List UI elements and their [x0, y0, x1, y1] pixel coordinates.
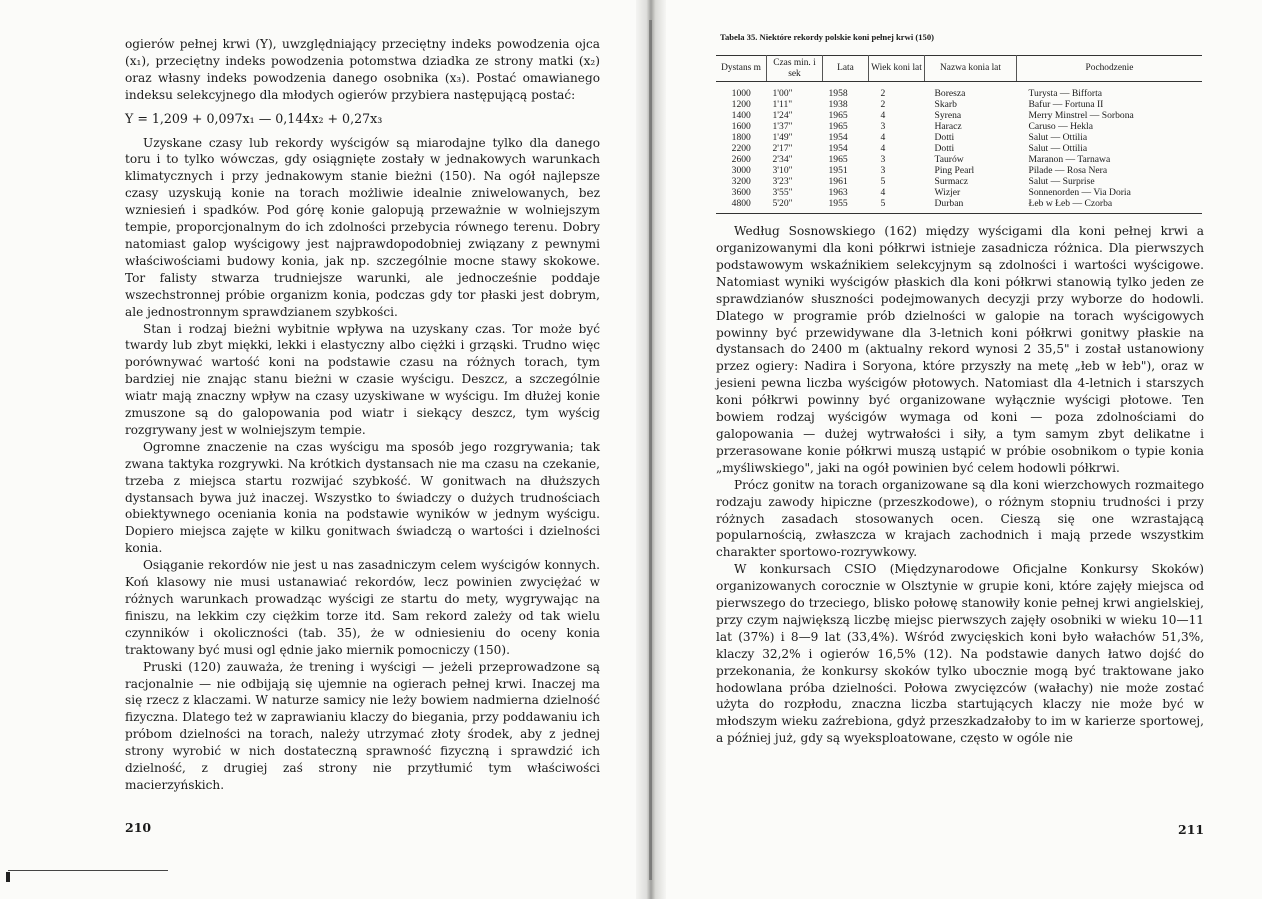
right-page-number: 211: [1178, 822, 1205, 837]
column-header-time: Czas min. i sek: [767, 55, 823, 81]
cell-distance: 3600: [731, 187, 751, 199]
cell-pedigree: Maranon — Tarnawa: [1028, 154, 1111, 166]
table-row: [716, 187, 1202, 198]
cell-age: 4: [880, 132, 886, 144]
cell-pedigree: Caruso — Hekla: [1028, 121, 1093, 133]
book-gutter-line: [649, 20, 652, 880]
cell-horse-name: Haracz: [934, 121, 962, 133]
cell-age: 3: [880, 165, 886, 177]
cell-distance: 2200: [731, 143, 751, 155]
cell-year: 1961: [828, 176, 848, 188]
cell-horse-name: Surmacz: [934, 176, 969, 188]
table-row: [716, 121, 1202, 132]
cell-year: 1955: [823, 198, 869, 214]
cell-horse-name: Syrena: [934, 110, 962, 122]
cell-year: 1951: [828, 165, 848, 177]
cell-year: 1965: [828, 121, 848, 133]
scan-edge-mark: [6, 872, 10, 882]
column-header-pedigree: Pochodzenie: [1017, 55, 1203, 81]
left-paragraph: Pruski (120) zauważa, że trening i wyścigi — jeżeli przeprowadzone są racjonalnie — nie odbijają się ujemnie na ogierach pełnej krwi. Inaczej ma się rzecz z klaczami. W naturze samicy nie leży bowiem nadmierna dzielność fizyczna. Dlatego też w zaprawianiu klaczy do biegania, przy poddawaniu ich próbom dzielności na torach, należy utrzymać złoty środek, aby z jednej strony wyrobić w nich dostateczną sprawność fizyczną i sprawdzić ich dzielność, z drugiej zaś strony nie przytłumić tym właściwości macierzyńskich.: [125, 659, 600, 792]
cell-horse-name: Skarb: [934, 99, 957, 111]
right-paragraph: W konkursach CSIO (Międzynarodowe Oficjalne Konkursy Skoków) organizowanych corocznie w Olsztynie w grupie koni, które zajęły miejsca od pierwszego do trzeciego, blisko połowę stanowiły konie pełnej krwi angielskiej, przy czym największą liczbę miejsc pierwszych zajęły osobniki w wieku 10—11 lat (37%) i 8—9 lat (33,4%). Wśród zwycięskich koni było wałachów 51,3%, klaczy 32,2% i ogierów 16,5% (12). Na podstawie danych łatwo dojść do przekonania, że konkursy skoków tylko ubocznie mogą być traktowane jako hodowlana próba dzielności. Połowa zwycięzców (wałachy) nie może zostać użyta do rozpłodu, znaczna liczba startujących klaczy nie może być w młodszym wieku zaźrebiona, gdyż przeszkadzałoby to im w karierze sportowej, a później już, gdy są wyeksploatowane, często w ogóle nie: [716, 562, 1204, 746]
column-header-horse-name: Nazwa konia lat: [925, 55, 1017, 81]
cell-time: 2'17": [772, 143, 793, 155]
cell-distance: 2600: [731, 154, 751, 166]
cell-pedigree: Salut — Ottilia: [1028, 143, 1088, 155]
left-paragraph: Uzyskane czasy lub rekordy wyścigów są miarodajne tylko dla danego toru i to tylko wówczas, gdy osiągnięte zostały w jednakowych warunkach klimatycznych i przy jednakowym stanie bieżni (150). Na ogół najlepsze czasy uzyskują konie na torach możliwie idealnie zniwelowanych, bez wzniesień i spadków. Pod górę konie galopują przeważnie w wolniejszym tempie, proporcjonalnym do ich zdolności przebycia równego terenu. Dobry natomiast galop wyścigowy jest najprawdopodobniej związany z pewnymi właściwościami budowy konia, jak np. szczególnie mocne stawy skokowe. Tor falisty stwarza trudniejsze warunki, ale jednocześnie poddaje wszechstronnej próbie organizm konia, podczas gdy tor płaski jest dobrym, ale jednostronnym sprawdzianem szybkości.: [125, 135, 600, 319]
cell-pedigree: Łeb w Łeb — Czorba: [1017, 198, 1203, 214]
cell-time: 3'23": [772, 176, 793, 188]
cell-horse-name: Dotti: [934, 143, 955, 155]
cell-horse-name: Boresza: [934, 88, 966, 100]
cell-time: 1'49": [772, 132, 793, 144]
cell-pedigree: Sonnenorden — Via Doria: [1028, 187, 1131, 199]
table-row: [716, 99, 1202, 110]
records-table-wrap: [716, 55, 1204, 214]
table-row: [716, 198, 1202, 214]
selection-index-formula: Y = 1,209 + 0,097x₁ — 0,144x₂ + 0,27x₃: [125, 110, 383, 126]
scan-edge-line: [8, 870, 168, 871]
cell-year: 1965: [828, 110, 848, 122]
column-header-distance: Dystans m: [716, 55, 767, 81]
cell-age: 2: [880, 88, 886, 100]
cell-year: 1965: [828, 154, 848, 166]
table-row: [716, 176, 1202, 187]
cell-distance: 3200: [731, 176, 751, 188]
table-body: [716, 82, 1202, 214]
cell-distance: 4800: [716, 198, 767, 214]
cell-age: 5: [869, 198, 925, 214]
cell-horse-name: Ping Pearl: [934, 165, 975, 177]
cell-distance: 1400: [731, 110, 751, 122]
cell-pedigree: Salut — Surprise: [1028, 176, 1095, 188]
cell-year: 1938: [828, 99, 848, 111]
cell-age: 4: [880, 143, 886, 155]
right-paragraph: Prócz gonitw na torach organizowane są dla koni wierzchowych rozmaitego rodzaju zawody hipiczne (przeszkodowe), o różnym stopniu trudności i przy różnych zasadach stosowanych ocen. Cieszą się one wzrastającą popularnością, zwłaszcza w krajach zachodnich i mają przede wszystkim charakter sportowo-rozrywkowy.: [716, 477, 1204, 560]
left-paragraph: Ogromne znaczenie na czas wyścigu ma sposób jego rozgrywania; tak zwana taktyka rozgrywki. Na krótkich dystansach nie ma czasu na czekanie, trzeba z miejsca startu rozwijać szybkość. W gonitwach na dłuższych dystansach bywa już inaczej. Wszystko to świadczy o dużych trudnościach obiektywnego oceniania konia na podstawie wyników w jednym wyścigu. Dopiero miejsca zajęte w kilku gonitwach świadczą o wartości i dzielności konia.: [125, 439, 600, 556]
cell-distance: 1600: [731, 121, 751, 133]
table-row: [716, 154, 1202, 165]
cell-distance: 1000: [731, 88, 751, 100]
cell-age: 4: [880, 187, 886, 199]
right-paragraph: Według Sosnowskiego (162) między wyścigami dla koni pełnej krwi a organizowanymi dla koni półkrwi istnieje zasadnicza różnica. Dla pierwszych podstawowym wskaźnikiem selekcyjnym są zdolności i wartości wyścigowe. Natomiast wyniki wyścigów płaskich dla koni półkrwi stanowią tylko jeden ze sprawdzianów słuszności podejmowanych decyzji przy wyborze do hodowli. Dlatego w programie prób dzielności w galopie na torach wyścigowych powinny być przewidywane dla 3-letnich koni półkrwi gonitwy płaskie na dystansach do 2400 m (aktualny rekord wynosi 2 35,5" i został ustanowiony przez ogiery: Nadira i Soryona, które przyszły na metę „łeb w łeb"), oraz w jesieni pewna liczba wyścigów płotowych. Natomiast dla 4-letnich i starszych koni półkrwi powinny być organizowane wyłącznie wyścigi płotowe. Ten bowiem rodzaj wyścigów wymaga od koni — poza zdolnościami do galopowania — dużej wytrwałości i siły, a tym samym zbyt delikatne i przerasowane konie półkrwi muszą ustąpić w próbie osobnikom o typie konia „myśliwskiego", jaki na ogół powinien być celem hodowli półkrwi.: [716, 224, 1204, 475]
left-paragraph: Stan i rodzaj bieżni wybitnie wpływa na uzyskany czas. Tor może być twardy lub zbyt miękki, lekki i elastyczny albo ciężki i grząski. Trudno więc porównywać wartość koni na podstawie czasu na różnych torach, tym bardziej nie znając stanu bieżni w czasie wyścigu. Deszcz, a szczególnie wiatr mają znaczny wpływ na czasy uzyskiwane w wyścigu. Im dłużej konie zmuszone są do galopowania pod wiatr i siekący deszcz, tym wyścig rozgrywany jest w wolniejszym tempie.: [125, 321, 600, 437]
cell-distance: 3000: [731, 165, 751, 177]
left-page: [125, 36, 600, 794]
cell-time: 1'24": [772, 110, 793, 122]
cell-pedigree: Bafur — Fortuna II: [1028, 99, 1104, 111]
cell-age: 3: [880, 154, 886, 166]
cell-pedigree: Pilade — Rosa Nera: [1028, 165, 1108, 177]
cell-time: 1'11": [772, 99, 793, 111]
cell-year: 1954: [828, 132, 848, 144]
column-header-age: Wiek koni lat: [869, 55, 925, 81]
right-page: [716, 29, 1204, 747]
table-row: [716, 110, 1202, 121]
cell-time: 2'34": [772, 154, 793, 166]
cell-age: 4: [880, 110, 886, 122]
cell-distance: 1800: [731, 132, 751, 144]
cell-distance: 1200: [731, 99, 751, 111]
cell-time: 1'00": [772, 88, 793, 100]
cell-time: 3'55": [772, 187, 793, 199]
cell-horse-name: Taurów: [934, 154, 964, 166]
cell-pedigree: Turysta — Bifforta: [1028, 88, 1103, 100]
cell-age: 2: [880, 99, 886, 111]
cell-horse-name: Durban: [925, 198, 1017, 214]
table-row: [716, 132, 1202, 143]
left-paragraph: Osiąganie rekordów nie jest u nas zasadniczym celem wyścigów konnych. Koń klasowy nie musi ustanawiać rekordów, lecz powinien zwyciężać w różnych warunkach prowadząc wyścigi ze startu do mety, wygrywając na finiszu, na lekkim czy ciężkim torze itd. Sam rekord zależy od tak wielu czynników i okoliczności (tab. 35), że w odniesieniu do oceny konia traktowany być musi ogl ędnie jako miernik pomocniczy (150).: [125, 558, 600, 657]
left-page-number: 210: [125, 820, 152, 835]
cell-pedigree: Salut — Ottilia: [1028, 132, 1088, 144]
cell-age: 5: [880, 176, 886, 188]
cell-time: 1'37": [772, 121, 793, 133]
cell-age: 3: [880, 121, 886, 133]
table-row: [716, 143, 1202, 154]
cell-pedigree: Merry Minstrel — Sorbona: [1028, 110, 1134, 122]
table-header-row: [716, 55, 1202, 81]
table-row: [716, 165, 1202, 176]
cell-year: 1954: [828, 143, 848, 155]
left-paragraph-intro: ogierów pełnej krwi (Y), uwzględniający przeciętny indeks powodzenia ojca (x₁), przeciętny indeks powodzenia potomstwa dziadka ze strony matki (x₂) oraz własny indeks powodzenia danego osobnika (x₃). Postać omawianego indeksu selekcyjnego dla młodych ogierów przybiera następującą postać:: [125, 37, 600, 102]
cell-year: 1958: [828, 88, 848, 100]
cell-horse-name: Dotti: [934, 132, 955, 144]
cell-year: 1963: [828, 187, 848, 199]
table-caption: Tabela 35. Niektóre rekordy polskie koni pełnej krwi (150): [720, 32, 934, 42]
column-header-year: Lata: [823, 55, 869, 81]
cell-time: 3'10": [772, 165, 793, 177]
cell-horse-name: Wizjer: [934, 187, 961, 199]
table-row: [716, 82, 1202, 100]
cell-time: 5'20": [767, 198, 823, 214]
records-table: [716, 55, 1202, 214]
